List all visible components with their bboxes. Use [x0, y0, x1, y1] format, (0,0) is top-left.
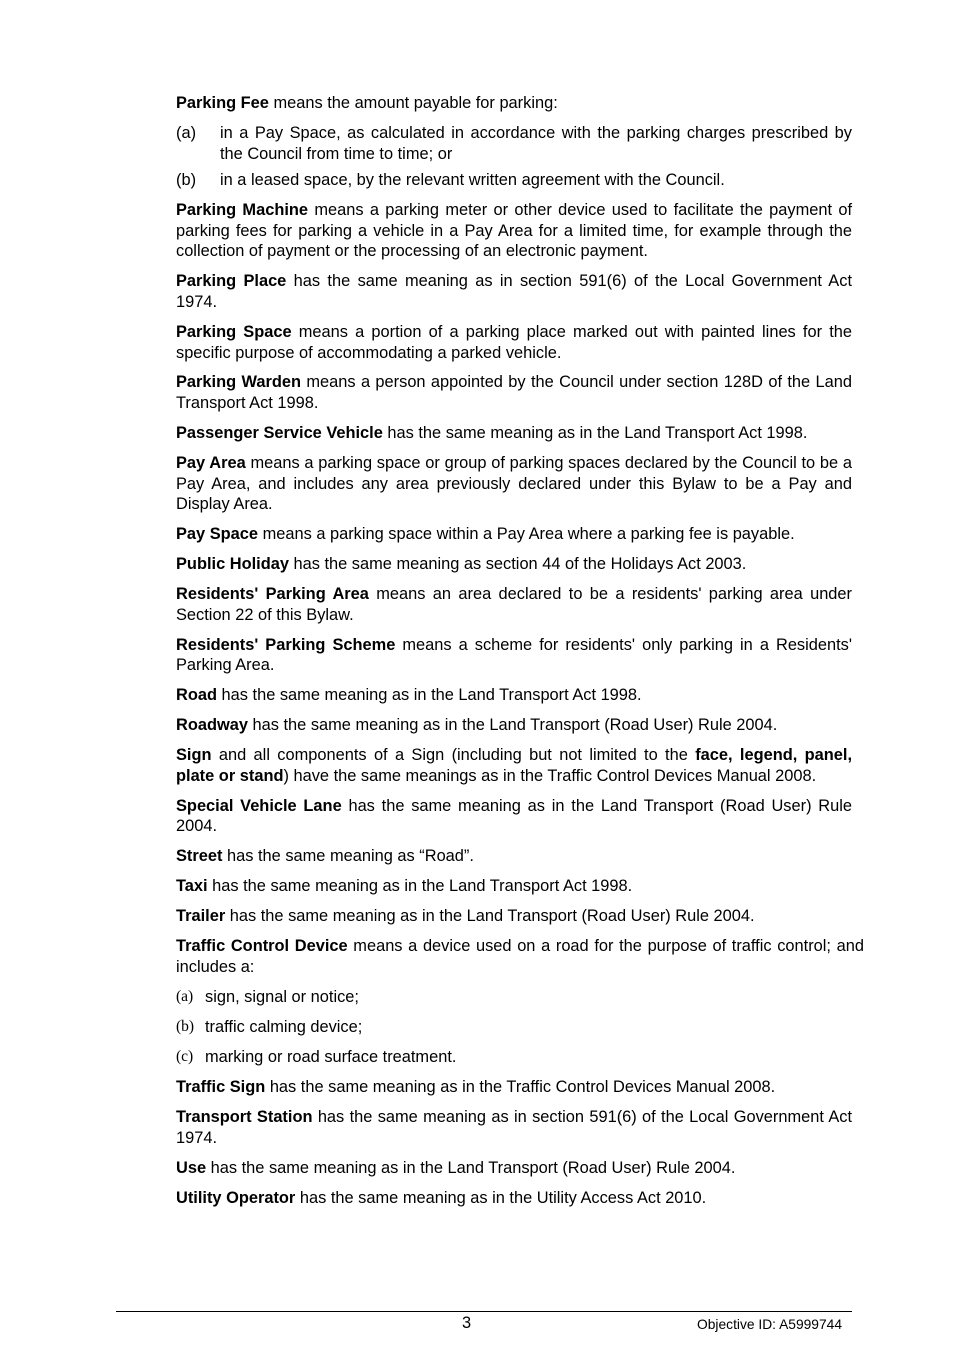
- list-item: [176, 987, 852, 1008]
- definition-term: Passenger Service Vehicle: [176, 424, 383, 443]
- definition-text: means a device used on a road for the purpose of traffic control; and includes a:: [176, 937, 864, 977]
- definition-term: Trailer: [176, 907, 226, 926]
- definition-road: [176, 685, 852, 706]
- definition-term: Utility Operator: [176, 1188, 296, 1207]
- definition-text: has the same meaning as in the Land Transport (Road User) Rule 2004.: [206, 1158, 736, 1177]
- definition-term: Road: [176, 686, 217, 705]
- definition-text: means the amount payable for parking:: [268, 94, 558, 112]
- definition-pay-space: [176, 524, 852, 545]
- definition-text: has the same meaning as in the Land Transport (Road User) Rule 2004.: [225, 907, 755, 926]
- definition-traffic-sign: [176, 1077, 852, 1098]
- list-text: traffic calming device;: [205, 1017, 363, 1036]
- definition-residents-parking-area: [176, 584, 852, 625]
- definition-utility-operator: [176, 1188, 852, 1209]
- definition-text: has the same meaning as “Road”.: [222, 847, 474, 866]
- list-item: [176, 1047, 852, 1068]
- definition-term: Roadway: [176, 716, 248, 735]
- definition-public-holiday: [176, 554, 852, 575]
- definition-pay-area: [176, 453, 852, 515]
- definition-text: ) have the same meanings as in the Traffic Control Devices Manual 2008.: [283, 766, 817, 785]
- definition-term: Parking Space: [176, 322, 292, 341]
- definition-text: means a parking space or group of parking spaces declared by the Council to be a Pay Area, and includes any area previously declared under this Bylaw to be a Pay and Display Area.: [176, 454, 852, 514]
- definition-term: Taxi: [176, 877, 208, 896]
- definition-term: Street: [176, 847, 223, 866]
- list-item: [176, 170, 852, 191]
- definition-trailer: [176, 906, 852, 927]
- definition-residents-parking-scheme: [176, 635, 852, 676]
- definition-text: has the same meaning as in the Land Transport (Road User) Rule 2004.: [247, 716, 778, 735]
- footer-divider: [116, 1311, 852, 1312]
- definition-roadway: [176, 715, 852, 736]
- list-text: in a leased space, by the relevant written agreement with the Council.: [220, 171, 725, 190]
- definition-text: has the same meaning as section 44 of the Holidays Act 2003.: [288, 555, 747, 574]
- definition-taxi: [176, 876, 852, 897]
- definition-text: means a portion of a parking place marked out with painted lines for the specific purpose of accommodating a parked vehicle.: [176, 322, 852, 362]
- definition-text: means a person appointed by the Council under section 128D of the Land Transport Act 1998.: [176, 373, 852, 413]
- definition-term: Parking Machine: [176, 201, 309, 220]
- definition-term: Transport Station: [176, 1107, 313, 1126]
- definition-term: Traffic Sign: [176, 1077, 266, 1096]
- list-label: (a): [176, 123, 197, 142]
- definition-term: Pay Area: [176, 454, 246, 473]
- definition-parking-machine: [176, 200, 852, 262]
- definition-sign: [176, 745, 852, 786]
- definitions-content: [176, 93, 864, 1217]
- definition-parking-warden: [176, 372, 852, 413]
- list-label: (a): [176, 988, 194, 1005]
- definition-text: means a scheme for residents' only parking in a Residents' Parking Area.: [176, 635, 852, 675]
- definition-text: has the same meaning as in the Land Transport Act 1998.: [207, 877, 633, 896]
- definition-parking-fee: [176, 93, 852, 114]
- definition-term: Special Vehicle Lane: [176, 796, 342, 815]
- definition-term: Use: [176, 1158, 207, 1177]
- definition-term: Residents' Parking Area: [176, 585, 369, 604]
- definition-term: Parking Warden: [176, 373, 301, 392]
- definition-text: has the same meaning as in the Land Transport (Road User) Rule 2004.: [176, 796, 852, 836]
- definition-text: and all components of a Sign (including but not limited to the: [211, 746, 696, 765]
- definition-term: Pay Space: [176, 525, 259, 544]
- definition-parking-space: [176, 322, 852, 363]
- definition-text: means a parking meter or other device used to facilitate the payment of parking fees for parking a vehicle in a Pay Area for a limited time, for example through the collection of payment or the processing of an electronic payment.: [176, 201, 852, 261]
- definition-text: has the same meaning as in section 591(6) of the Local Government Act 1974.: [176, 1107, 853, 1147]
- list-label: (b): [176, 171, 197, 190]
- definition-text: has the same meaning as in the Traffic Control Devices Manual 2008.: [265, 1077, 776, 1096]
- page-number: 3: [462, 1314, 472, 1332]
- list-text: in a Pay Space, as calculated in accordance with the parking charges prescribed by the Council from time to time; or: [220, 123, 852, 163]
- definition-text: means a parking space within a Pay Area where a parking fee is payable.: [258, 525, 795, 544]
- definition-special-vehicle-lane: [176, 796, 852, 837]
- list-item: [176, 123, 852, 164]
- definition-term: Traffic Control Device: [176, 937, 348, 956]
- definition-bold-phrase: face, legend, panel, plate or stand: [176, 746, 852, 785]
- definition-text: has the same meaning as in the Land Transport Act 1998.: [216, 686, 642, 705]
- definition-parking-place: [176, 271, 852, 312]
- list-text: sign, signal or notice;: [205, 988, 359, 1006]
- list-text: marking or road surface treatment.: [205, 1047, 457, 1066]
- definition-term: Parking Place: [176, 272, 287, 291]
- definition-text: has the same meaning as in the Land Transport Act 1998.: [382, 424, 808, 443]
- definition-text: means an area declared to be a residents' parking area under Section 22 of this Bylaw.: [176, 585, 852, 624]
- definition-term: Public Holiday: [176, 555, 289, 574]
- list-label: (b): [176, 1017, 195, 1035]
- definition-use: [176, 1158, 852, 1179]
- definition-street: [176, 846, 852, 867]
- definition-term: Residents' Parking Scheme: [176, 635, 396, 654]
- definition-traffic-control-device: [176, 936, 864, 977]
- definition-term: Sign: [176, 746, 212, 765]
- list-item: [176, 1017, 852, 1038]
- definition-text: has the same meaning as in the Utility Access Act 2010.: [295, 1188, 707, 1207]
- definition-text: has the same meaning as in section 591(6) of the Local Government Act 1974.: [176, 272, 852, 311]
- objective-id: Objective ID: A5999744: [697, 1317, 842, 1332]
- definition-term: Parking Fee: [176, 94, 269, 112]
- definition-transport-station: [176, 1107, 852, 1148]
- definition-passenger-service-vehicle: [176, 423, 852, 444]
- list-label: (c): [176, 1047, 194, 1065]
